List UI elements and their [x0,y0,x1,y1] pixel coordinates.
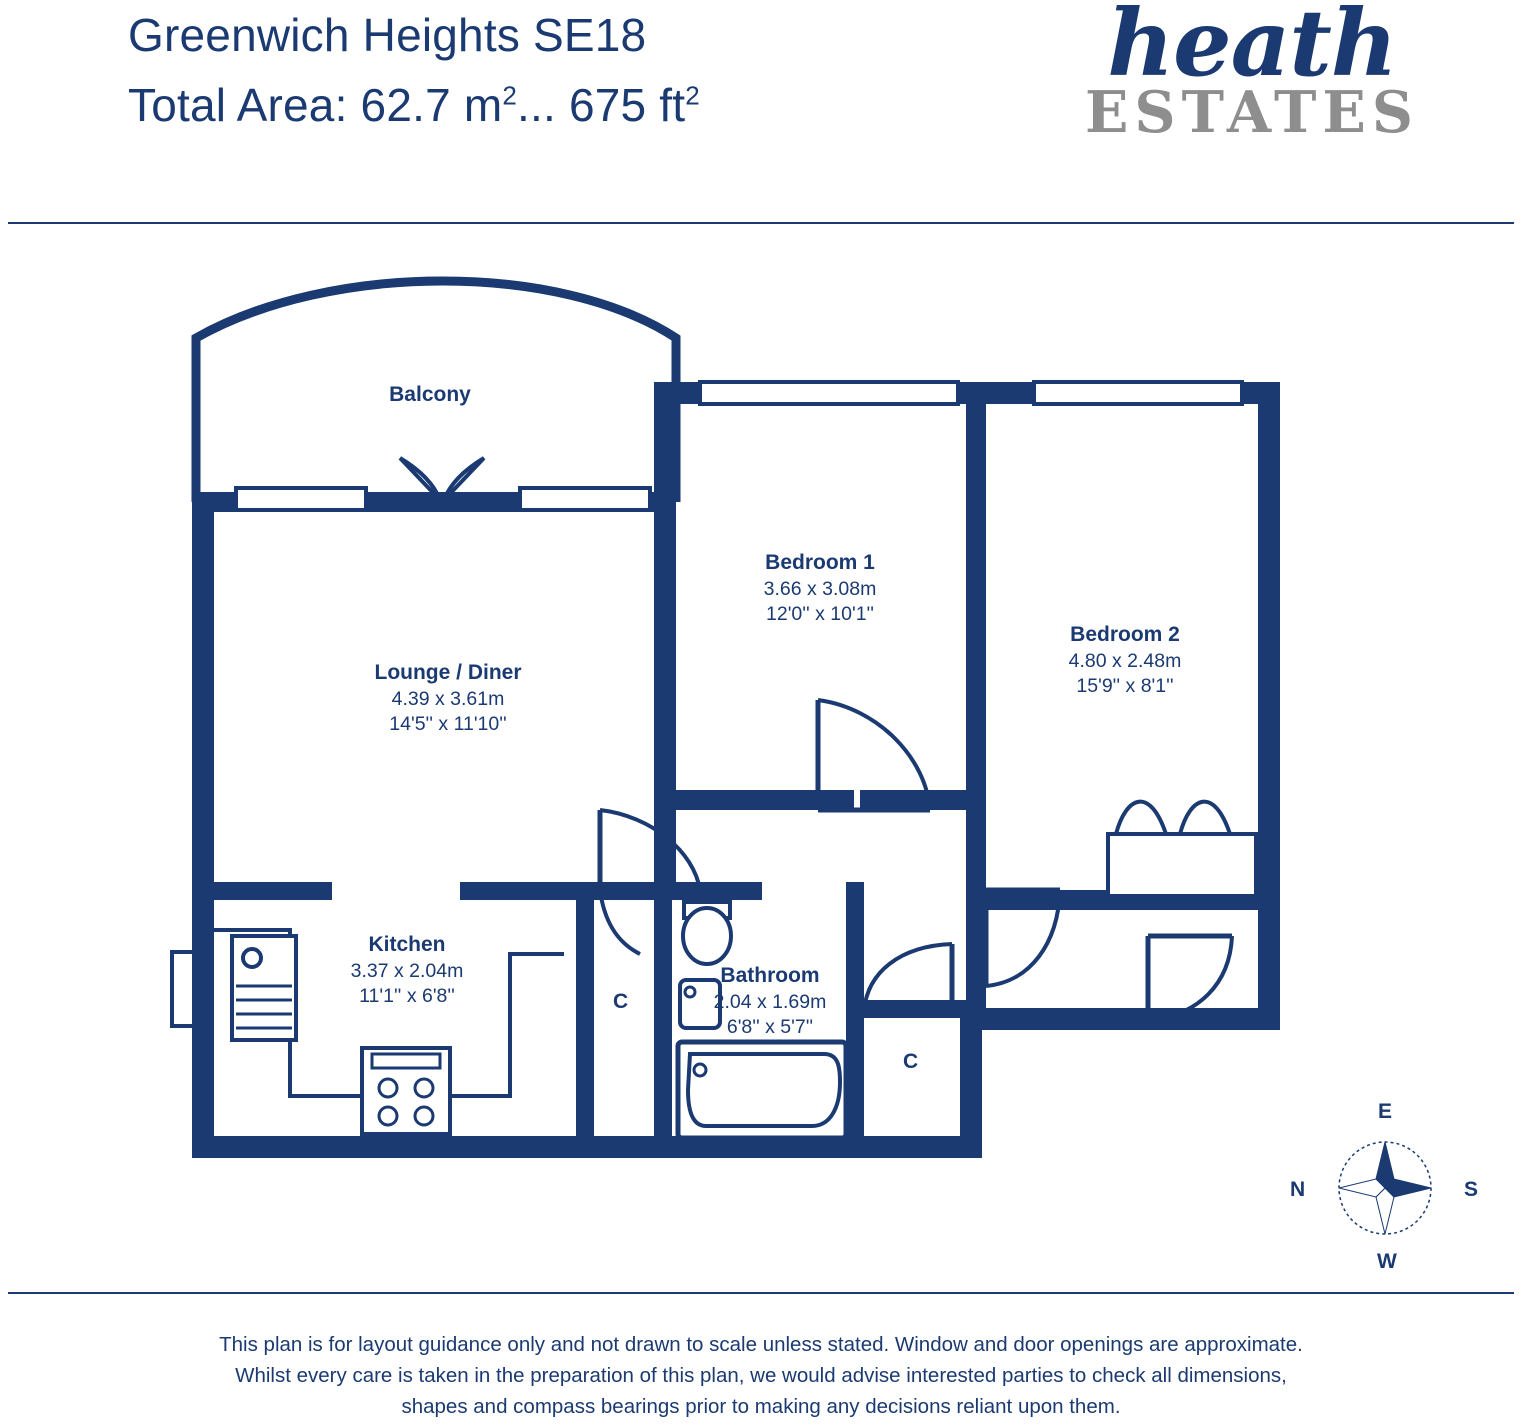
bathroom-bath [678,1042,846,1138]
bedroom2-bed [1108,802,1256,896]
compass-label-north: N [1290,1178,1306,1201]
total-area-metric: 62.7 m [360,79,503,132]
room-label-kitchen: Kitchen 3.37 x 2.04m 11'1'' x 6'8'' [350,933,464,1007]
room-label-bathroom: Bathroom 2.04 x 1.69m 6'8'' x 5'7'' [713,964,827,1038]
brand-subtitle: ESTATES [1084,79,1420,147]
label-cupboard-1: C [613,990,629,1013]
window-bedroom1 [700,382,958,404]
header-divider [8,222,1514,224]
total-area-imperial: 675 ft [568,79,686,132]
total-area-line [128,74,1048,136]
label-entrance: IN [1183,1005,1203,1027]
compass-svg [1290,1100,1480,1275]
kitchen-hob [362,1048,450,1134]
door-kitchen [594,890,640,970]
footer-divider [8,1292,1514,1294]
label-cupboard-2: C [903,1050,919,1073]
total-area-imperial-sup: 2 [685,80,700,111]
wall-lounge-bedroom1 [654,382,676,890]
room-label-lounge-diner: Lounge / Diner 4.39 x 3.61m 14'5'' x 11'10'' [374,661,522,735]
wall-bedroom1-bottom-left [654,790,854,810]
wall-cupboard-left [576,882,594,1158]
window-bedroom2 [1034,382,1242,404]
wall-bedroom1-bottom-right [860,790,986,810]
disclaimer-line-3: shapes and compass bearings prior to making any decisions reliant upon them. [401,1394,1121,1418]
wall-kitchen-top-left [214,882,332,900]
compass-label-west: W [1377,1250,1397,1273]
room-label-balcony: Balcony [389,383,471,406]
window-lounge-right [520,488,650,510]
total-area-separator: ... [517,79,569,132]
room-label-bedroom-2: Bedroom 2 4.80 x 2.48m 15'9'' x 8'1'' [1068,623,1182,697]
wall-kitchen-top-right [460,882,670,900]
wall-right [1258,382,1280,1030]
brand-name: heath [1107,0,1397,97]
total-area-prefix: Total Area: [128,79,361,132]
compass-label-south: S [1464,1178,1479,1201]
window-lounge-left [236,488,366,510]
wall-left [192,492,214,1158]
disclaimer [0,1330,1522,1422]
disclaimer-line-2: Whilst every care is taken in the preparation of this plan, we would advise interested parties to check all dimensions, [235,1363,1287,1387]
wall-entrance-run [960,1008,1280,1030]
bathroom-wc [683,902,731,964]
wall-bedroom2-lower [966,870,986,1010]
wall-bathroom-top [672,882,762,900]
title-block [128,4,1048,136]
total-area-metric-sup: 2 [502,80,518,111]
compass-rose [1290,1100,1480,1275]
door-lounge-hall [600,810,700,890]
brand-logo [1042,0,1462,147]
compass-label-east: E [1378,1100,1393,1123]
page-title: Greenwich Heights SE18 [128,9,647,61]
wall-bottom-right-step [960,1008,982,1158]
room-label-bedroom-1: Bedroom 1 3.66 x 3.08m 12'0'' x 10'1'' [763,551,877,625]
disclaimer-line-1: This plan is for layout guidance only and not drawn to scale unless stated. Window and door openings are approximate. [219,1333,1303,1356]
